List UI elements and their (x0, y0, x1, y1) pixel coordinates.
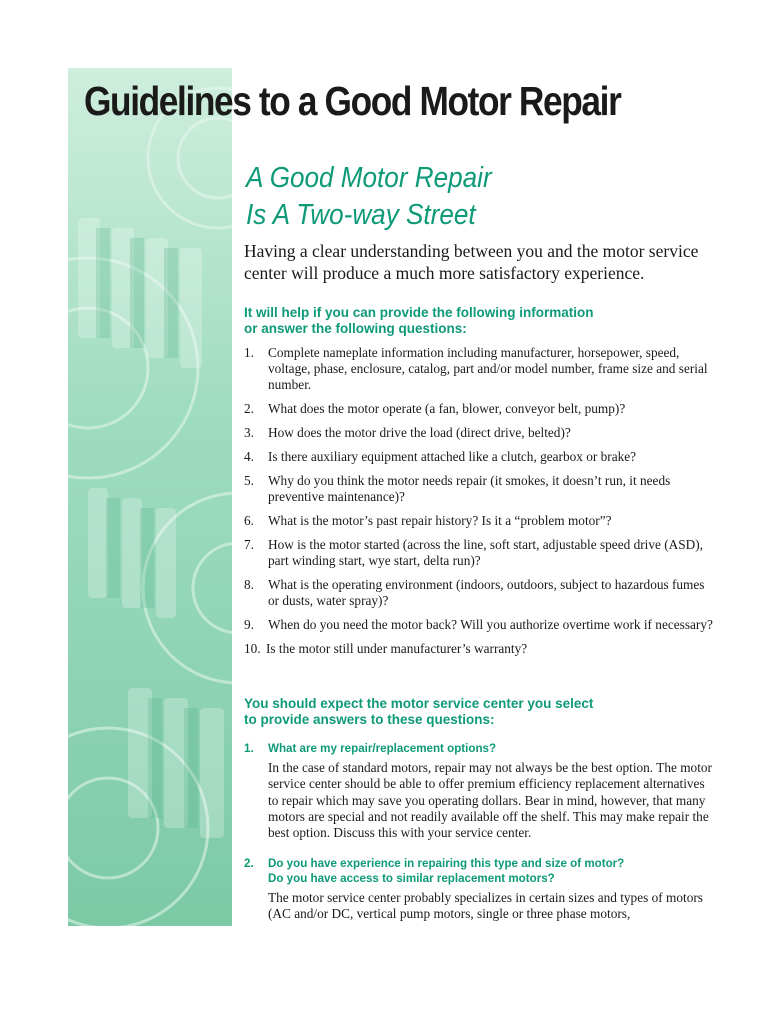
answer-question (244, 856, 714, 886)
item-number: 10. (244, 641, 261, 656)
list-item (244, 617, 714, 633)
item-text: When do you need the motor back? Will you authorize overtime work if necessary? (268, 617, 713, 632)
gears-illustration (68, 68, 232, 926)
subtitle-line: Is A Two-way Street (246, 199, 476, 231)
section-heading-line: You should expect the motor service center you select (244, 696, 594, 711)
item-number: 6. (244, 513, 254, 528)
item-text: Is the motor still under manufacturer’s warranty? (266, 641, 528, 656)
list-item (244, 641, 714, 657)
item-text: Why do you think the motor needs repair (it smokes, it doesn’t run, it needs preventive maintenance)? (268, 473, 671, 504)
list-item (244, 513, 714, 529)
item-number: 2. (244, 401, 254, 416)
list-item (244, 537, 714, 569)
intro-paragraph: Having a clear understanding between you and the motor service center will produce a much more satisfactory experience. (244, 241, 699, 283)
list-item (244, 577, 714, 609)
section-heading-line: or answer the following questions: (244, 321, 467, 336)
item-text: What is the motor’s past repair history? Is it a “problem motor”? (268, 513, 612, 528)
answer-item (244, 741, 714, 841)
question-line: Do you have access to similar replacement motors? (268, 872, 555, 885)
list-item (244, 449, 714, 465)
item-number: 5. (244, 473, 254, 488)
question-list (244, 345, 714, 665)
section-heading-line: to provide answers to these questions: (244, 712, 495, 727)
item-text: How does the motor drive the load (direct drive, belted)? (268, 425, 571, 440)
item-number: 4. (244, 449, 254, 464)
item-number: 9. (244, 617, 254, 632)
section-heading-answers (244, 696, 724, 728)
section-heading-info (244, 305, 724, 337)
list-item (244, 401, 714, 417)
item-number: 1. (244, 345, 254, 360)
question-line: Do you have experience in repairing this type and size of motor? (268, 857, 625, 870)
item-text: Complete nameplate information including manufacturer, horsepower, speed, voltage, phase, enclosure, catalog, part and/or model number, frame size and serial number. (268, 345, 708, 392)
section-heading-line: It will help if you can provide the following information (244, 305, 594, 320)
item-number: 3. (244, 425, 254, 440)
item-number: 1. (244, 742, 254, 755)
gear-image-strip (68, 68, 232, 926)
item-number: 2. (244, 857, 254, 870)
page-title: Guidelines to a Good Motor Repair (84, 78, 621, 124)
subtitle-line: A Good Motor Repair (246, 162, 492, 194)
item-text: What does the motor operate (a fan, blower, conveyor belt, pump)? (268, 401, 626, 416)
item-number: 8. (244, 577, 254, 592)
list-item (244, 473, 714, 505)
answer-text: The motor service center probably specializes in certain sizes and types of motors (AC and/or DC, vertical pump motors, single or three phase motors, (268, 890, 703, 922)
question-line: What are my repair/replacement options? (268, 742, 497, 755)
item-number: 7. (244, 537, 254, 552)
item-text: How is the motor started (across the line, soft start, adjustable speed drive (ASD), part winding start, wye start, delta run)? (268, 537, 703, 568)
answer-question (244, 741, 714, 756)
subtitle (246, 160, 492, 234)
item-text: What is the operating environment (indoors, outdoors, subject to hazardous fumes or dusts, water spray)? (268, 577, 705, 608)
list-item (244, 425, 714, 441)
answer-item (244, 856, 714, 923)
item-text: Is there auxiliary equipment attached like a clutch, gearbox or brake? (268, 449, 637, 464)
answer-text: In the case of standard motors, repair may not always be the best option. The motor service center should be able to offer premium efficiency replacement alternatives to repair which may save you operating dollars. Bear in mind, however, that many motors are special and not readily available off the shelf. This may make repair the best option. Discuss this with your service center. (268, 760, 712, 841)
list-item (244, 345, 714, 393)
